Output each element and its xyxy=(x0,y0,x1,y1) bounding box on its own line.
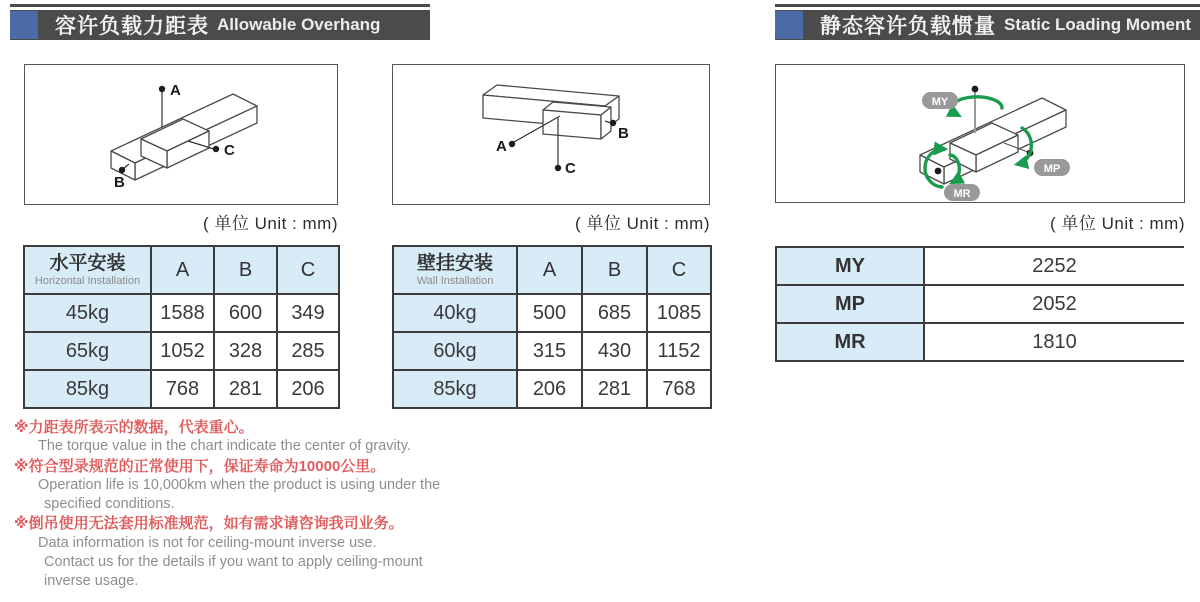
load-cell: 85kg xyxy=(24,370,151,408)
load-cell: 45kg xyxy=(24,294,151,332)
footnote-en-line: Data information is not for ceiling-mount inverse use. xyxy=(38,534,377,551)
table-header-row xyxy=(393,246,711,294)
load-cell: 85kg xyxy=(393,370,517,408)
value-cell: 349 xyxy=(277,294,339,332)
section-header-allowable-overhang xyxy=(10,4,430,40)
moment-axes-drawing xyxy=(776,65,1184,202)
column-header-b: B xyxy=(214,246,277,294)
moment-mr-label: MR xyxy=(953,188,971,200)
horizontal-overhang-diagram xyxy=(24,64,338,205)
moment-label-cell: MY xyxy=(776,247,924,285)
unit-label: ( 单位 Unit : mm) xyxy=(575,214,710,233)
header-bar xyxy=(775,10,1200,40)
my-rotation-arrow-icon xyxy=(952,97,1002,115)
section-title-en: Allowable Overhang xyxy=(217,15,381,34)
moment-value-cell: 2252 xyxy=(924,247,1184,285)
value-cell: 315 xyxy=(517,332,582,370)
install-type-zh: 壁挂安装 xyxy=(416,252,493,274)
footnote-zh: ※力距表所表示的数据，代表重心。 xyxy=(14,419,254,436)
load-cell: 65kg xyxy=(24,332,151,370)
table-row xyxy=(393,370,711,408)
section-title-en: Static Loading Moment xyxy=(1004,15,1191,34)
table-row xyxy=(393,294,711,332)
moment-mr-badge xyxy=(944,184,980,201)
rail-side-drawing xyxy=(393,65,709,204)
table-row xyxy=(24,370,339,408)
static-moment-table xyxy=(775,246,1184,362)
moment-label-cell: MP xyxy=(776,285,924,323)
install-type-zh: 水平安装 xyxy=(49,252,126,274)
value-cell: 206 xyxy=(517,370,582,408)
column-header-c: C xyxy=(277,246,339,294)
footnote-zh: ※倒吊使用无法套用标准规范，如有需求请咨询我司业务。 xyxy=(14,515,404,533)
install-type-en: Wall Installation xyxy=(416,274,494,287)
table-row xyxy=(24,332,339,370)
header-accent-square-icon xyxy=(775,11,803,39)
value-cell: 500 xyxy=(517,294,582,332)
moment-value-cell: 1810 xyxy=(924,323,1184,361)
value-cell: 1152 xyxy=(647,332,711,370)
header-top-line xyxy=(775,4,1200,7)
value-cell: 206 xyxy=(277,370,339,408)
header-accent-square-icon xyxy=(10,11,38,39)
moment-value-cell: 2052 xyxy=(924,285,1184,323)
footnote-zh: ※符合型录规范的正常使用下，保证寿命为10000公里。 xyxy=(14,457,386,475)
footnotes xyxy=(14,418,494,592)
unit-label: ( 单位 Unit : mm) xyxy=(203,214,338,233)
wall-overhang-diagram xyxy=(392,64,710,205)
dim-label-a: A xyxy=(170,82,181,99)
column-header-b: B xyxy=(582,246,647,294)
section-title-zh: 容许负载力距表 xyxy=(55,15,209,38)
dim-label-a: A xyxy=(496,138,507,155)
rail-and-carriage xyxy=(111,94,257,180)
footnote-en-line: inverse usage. xyxy=(44,573,139,590)
install-type-header xyxy=(24,246,151,294)
footnote-en-line: The torque value in the chart indicate the center of gravity. xyxy=(38,438,411,455)
table-header-row xyxy=(24,246,339,294)
dim-label-c: C xyxy=(224,142,235,159)
wall-installation-table xyxy=(392,245,712,409)
moment-label-cell: MR xyxy=(776,323,924,361)
horizontal-installation-table xyxy=(23,245,340,409)
value-cell: 685 xyxy=(582,294,647,332)
value-cell: 328 xyxy=(214,332,277,370)
header-top-line xyxy=(10,4,430,7)
footnote-en-line: specified conditions. xyxy=(44,496,175,513)
value-cell: 768 xyxy=(647,370,711,408)
table-row xyxy=(776,323,1184,361)
unit-label: ( 单位 Unit : mm) xyxy=(1050,214,1185,233)
install-type-header xyxy=(393,246,517,294)
table-row xyxy=(776,247,1184,285)
moment-mp-label: MP xyxy=(1043,163,1061,175)
value-cell: 768 xyxy=(151,370,214,408)
footnote-en-line: Operation life is 10,000km when the product is using under the xyxy=(38,476,441,493)
column-header-a: A xyxy=(517,246,582,294)
column-header-a: A xyxy=(151,246,214,294)
moment-my-label: MY xyxy=(931,96,949,108)
value-cell: 1052 xyxy=(151,332,214,370)
value-cell: 281 xyxy=(582,370,647,408)
moment-mp-badge xyxy=(1034,159,1070,176)
table-row xyxy=(393,332,711,370)
static-moment-diagram xyxy=(775,64,1185,203)
load-cell: 40kg xyxy=(393,294,517,332)
value-cell: 600 xyxy=(214,294,277,332)
install-type-en: Horizontal Installation xyxy=(34,274,141,287)
dim-label-b: B xyxy=(114,174,125,191)
table-row xyxy=(776,285,1184,323)
value-cell: 1085 xyxy=(647,294,711,332)
section-header-static-loading-moment xyxy=(775,4,1200,40)
table-row xyxy=(24,294,339,332)
dim-label-c: C xyxy=(565,160,576,177)
header-bar xyxy=(10,10,430,40)
rail-and-carriage xyxy=(483,85,619,139)
value-cell: 281 xyxy=(214,370,277,408)
moment-my-badge xyxy=(922,92,958,109)
value-cell: 285 xyxy=(277,332,339,370)
load-cell: 60kg xyxy=(393,332,517,370)
footnote-en-line: Contact us for the details if you want to apply ceiling-mount xyxy=(44,554,423,571)
column-header-c: C xyxy=(647,246,711,294)
value-cell: 430 xyxy=(582,332,647,370)
rail-isometric-drawing xyxy=(25,65,337,204)
section-title-zh: 静态容许负载惯量 xyxy=(820,15,996,38)
value-cell: 1588 xyxy=(151,294,214,332)
dim-label-b: B xyxy=(618,125,629,142)
